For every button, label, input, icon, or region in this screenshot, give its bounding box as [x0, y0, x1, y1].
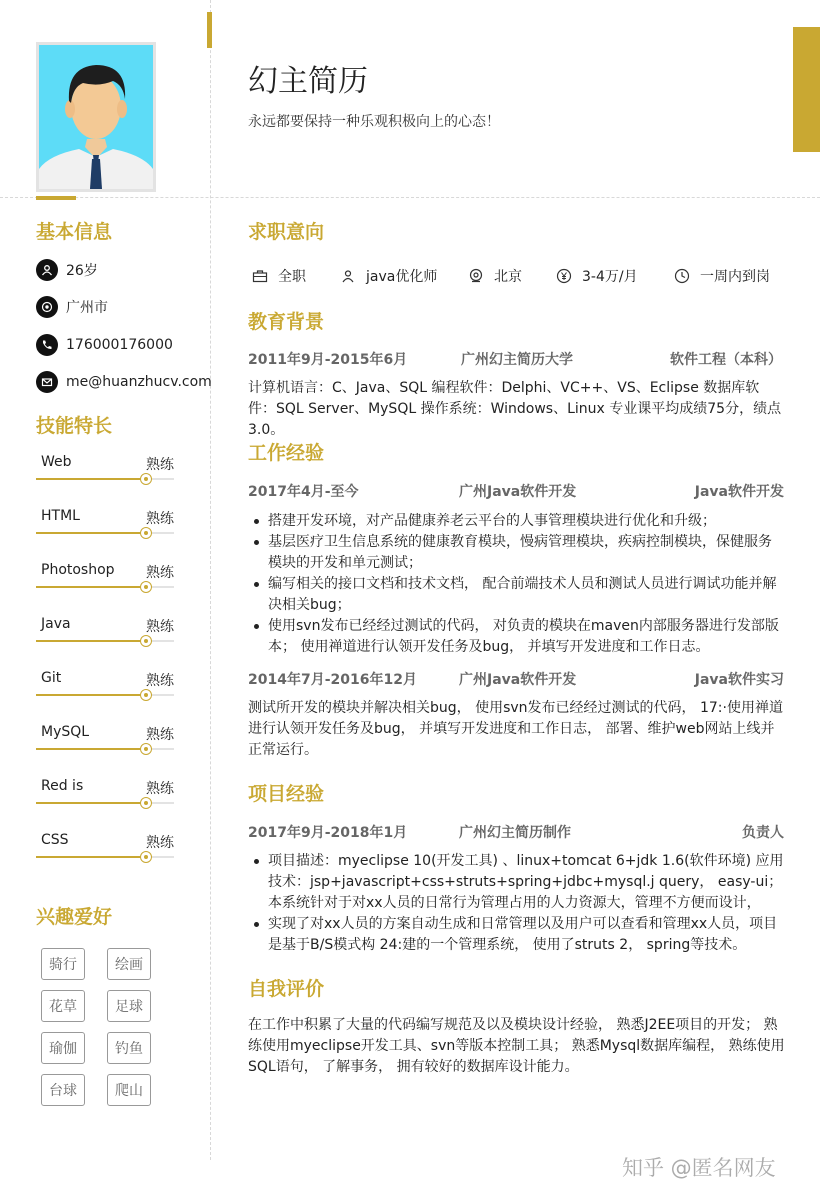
- project-role: 负责人: [742, 825, 784, 841]
- job1-company: 广州Java软件开发: [459, 484, 577, 500]
- yen-icon: [556, 268, 572, 284]
- hobby-tag: 爬山: [107, 1074, 151, 1106]
- skill-bar: [36, 478, 174, 480]
- skill-level: 熟练: [146, 835, 174, 851]
- hobby-tag: 绘画: [107, 948, 151, 980]
- job1-meta: [248, 481, 784, 501]
- education-major: 软件工程（本科）: [670, 352, 782, 368]
- skill-row: [36, 670, 176, 724]
- skill-name: CSS: [41, 832, 69, 848]
- skill-bar: [36, 856, 174, 858]
- skill-bar-knob: [140, 797, 152, 809]
- skill-bar-knob: [140, 743, 152, 755]
- hobby-tag: 台球: [41, 1074, 85, 1106]
- user-icon: [36, 259, 58, 281]
- education-date: 2011年9月-2015年6月: [248, 352, 408, 368]
- skills-heading: 技能特长: [36, 415, 113, 437]
- list-item: 项目描述：myeclipse 10(开发工具) 、linux+tomcat 6+jdk 1.6(软件环境) 应用技术：jsp+javascript+css+struts+spring+jdbc+mysql.j query， easy-ui； 本系统针对于对xx人员的日常行为管理占用的人力资源大，管理不方便而设计，: [248, 851, 784, 914]
- list-item: 使用svn发布已经经过测试的代码， 对负责的模块在maven内部服务器进行发部版本； 使用禅道进行认领开发任务及bug， 并填写开发进度和工作日志。: [248, 616, 784, 658]
- intent-salary-text: 3-4万/月: [582, 269, 638, 285]
- skill-name: HTML: [41, 508, 80, 524]
- skill-level: 熟练: [146, 781, 174, 797]
- skill-bar: [36, 532, 174, 534]
- skill-row: [36, 832, 176, 886]
- project-heading: 项目经验: [248, 783, 325, 805]
- hobby-tag: 钓鱼: [107, 1032, 151, 1064]
- skill-bar-fill: [36, 802, 146, 804]
- skill-name: Red is: [41, 778, 84, 794]
- email-text: me@huanzhucv.com: [66, 374, 212, 390]
- profile-photo: [36, 42, 156, 192]
- job1-bullets: [248, 511, 784, 658]
- info-age: [36, 259, 98, 281]
- hobbies-heading: 兴趣爱好: [36, 906, 113, 928]
- person-icon: [340, 269, 356, 283]
- skill-bar-knob: [140, 851, 152, 863]
- education-detail: 计算机语言：C、Java、SQL 编程软件：Delphi、VC++、VS、Eclipse 数据库软件：SQL Server、MySQL 操作系统：Windows、Linux 专业课平均成绩75分，绩点3.0。: [248, 380, 782, 438]
- skill-bar-fill: [36, 586, 146, 588]
- self-eval-detail: 在工作中积累了大量的代码编写规范及以及模块设计经验， 熟悉J2EE项目的开发； 熟练使用myeclipse开发工具、svn等版本控制工具； 熟悉Mysql数据库编程， 熟练使用SQL语句， 了解事务， 拥有较好的数据库设计能力。: [248, 1017, 785, 1075]
- basic-info-heading: 基本信息: [36, 221, 113, 243]
- skill-bar-fill: [36, 532, 146, 534]
- skill-bar-knob: [140, 635, 152, 647]
- intent-position: [340, 266, 437, 286]
- skill-bar-knob: [140, 689, 152, 701]
- skill-level: 熟练: [146, 565, 174, 581]
- skill-bar-fill: [36, 856, 146, 858]
- skill-bar: [36, 586, 174, 588]
- job2-role: Java软件实习: [694, 672, 784, 688]
- intent-type: [252, 266, 306, 286]
- briefcase-icon: [252, 269, 268, 283]
- clock-icon: [674, 268, 690, 284]
- project-date: 2017年9月-2018年1月: [248, 825, 408, 841]
- info-phone: [36, 334, 173, 356]
- city-text: 广州市: [66, 300, 108, 316]
- list-item: 编写相关的接口文档和技术文档， 配合前端技术人员和测试人员进行调试功能并解决相关bug；: [248, 574, 784, 616]
- phone-text: 176000176000: [66, 337, 173, 353]
- accent-bar-right: [793, 27, 820, 152]
- avatar-icon: [39, 45, 153, 189]
- mail-icon: [36, 371, 58, 393]
- education-heading: 教育背景: [248, 311, 325, 333]
- intent-heading: 求职意向: [248, 221, 325, 243]
- skill-level: 熟练: [146, 511, 174, 527]
- location-icon: [36, 296, 58, 318]
- skill-level: 熟练: [146, 619, 174, 635]
- skill-level: 熟练: [146, 457, 174, 473]
- phone-icon: [36, 334, 58, 356]
- page-title: 幻主简历: [248, 64, 368, 99]
- skill-bar: [36, 640, 174, 642]
- skill-bar-fill: [36, 640, 146, 642]
- skill-row: [36, 616, 176, 670]
- skill-name: Web: [41, 454, 72, 470]
- hobby-tag: 足球: [107, 990, 151, 1022]
- vertical-divider: [210, 0, 211, 1160]
- skill-row: [36, 508, 176, 562]
- project-meta: [248, 822, 784, 842]
- skill-bar: [36, 802, 174, 804]
- list-item: 基层医疗卫生信息系统的健康教育模块，慢病管理模块，疾病控制模块，保健服务模块的开发和单元测试；: [248, 532, 784, 574]
- intent-location: [468, 266, 522, 286]
- intent-position-text: java优化师: [366, 269, 438, 285]
- list-item: 实现了对xx人员的方案自动生成和日常管理以及用户可以查看和管理xx人员，项目是基于B/S模式构 24:建的一个管理系统， 使用了struts 2， spring等技术。: [248, 914, 784, 956]
- skill-bar: [36, 748, 174, 750]
- skill-name: Git: [41, 670, 62, 686]
- skill-row: [36, 778, 176, 832]
- photo-accent-line: [36, 196, 76, 200]
- skill-level: 熟练: [146, 673, 174, 689]
- watermark: 知乎 @匿名网友: [622, 1156, 776, 1180]
- job2-meta: [248, 669, 784, 689]
- info-city: [36, 296, 108, 318]
- skill-bar-knob: [140, 581, 152, 593]
- hobby-tag: 花草: [41, 990, 85, 1022]
- intent-salary: [556, 266, 638, 286]
- skill-row: [36, 562, 176, 616]
- education-meta: [248, 349, 784, 369]
- intent-arrival: [674, 266, 770, 286]
- skill-bar-knob: [140, 527, 152, 539]
- self-eval-heading: 自我评价: [248, 978, 325, 1000]
- horizontal-divider: [0, 197, 820, 198]
- project-bullets: [248, 851, 784, 956]
- skill-row: [36, 454, 176, 508]
- info-email: [36, 371, 212, 393]
- intent-type-text: 全职: [278, 269, 306, 285]
- job1-date: 2017年4月-至今: [248, 484, 359, 500]
- job2-detail: 测试所开发的模块并解决相关bug， 使用svn发布已经经过测试的代码， 17:·使用禅道进行认领开发任务及bug， 并填写开发进度和工作日志， 部署、维护web网站上线并正常运行。: [248, 700, 783, 758]
- intent-location-text: 北京: [494, 269, 522, 285]
- work-heading: 工作经验: [248, 442, 325, 464]
- intent-arrival-text: 一周内到岗: [700, 269, 770, 285]
- skill-bar: [36, 694, 174, 696]
- skill-bar-fill: [36, 748, 146, 750]
- hobby-tag: 骑行: [41, 948, 85, 980]
- accent-bar-top: [207, 12, 212, 48]
- skill-bar-knob: [140, 473, 152, 485]
- list-item: 搭建开发环境，对产品健康养老云平台的人事管理模块进行优化和升级；: [248, 511, 784, 532]
- project-name: 广州幻主简历制作: [459, 825, 571, 841]
- job2-date: 2014年7月-2016年12月: [248, 672, 417, 688]
- skill-row: [36, 724, 176, 778]
- skill-bar-fill: [36, 694, 146, 696]
- job2-company: 广州Java软件开发: [459, 672, 577, 688]
- motto: 永远都要保持一种乐观积极向上的心态！: [248, 114, 500, 130]
- job1-role: Java软件开发: [694, 484, 784, 500]
- hobby-tag: 瑜伽: [41, 1032, 85, 1064]
- skill-name: Java: [41, 616, 71, 632]
- map-pin-icon: [468, 268, 484, 284]
- skill-name: Photoshop: [41, 562, 115, 578]
- age-text: 26岁: [66, 263, 98, 279]
- skill-level: 熟练: [146, 727, 174, 743]
- skill-bar-fill: [36, 478, 146, 480]
- skill-name: MySQL: [41, 724, 90, 740]
- education-school: 广州幻主简历大学: [461, 352, 573, 368]
